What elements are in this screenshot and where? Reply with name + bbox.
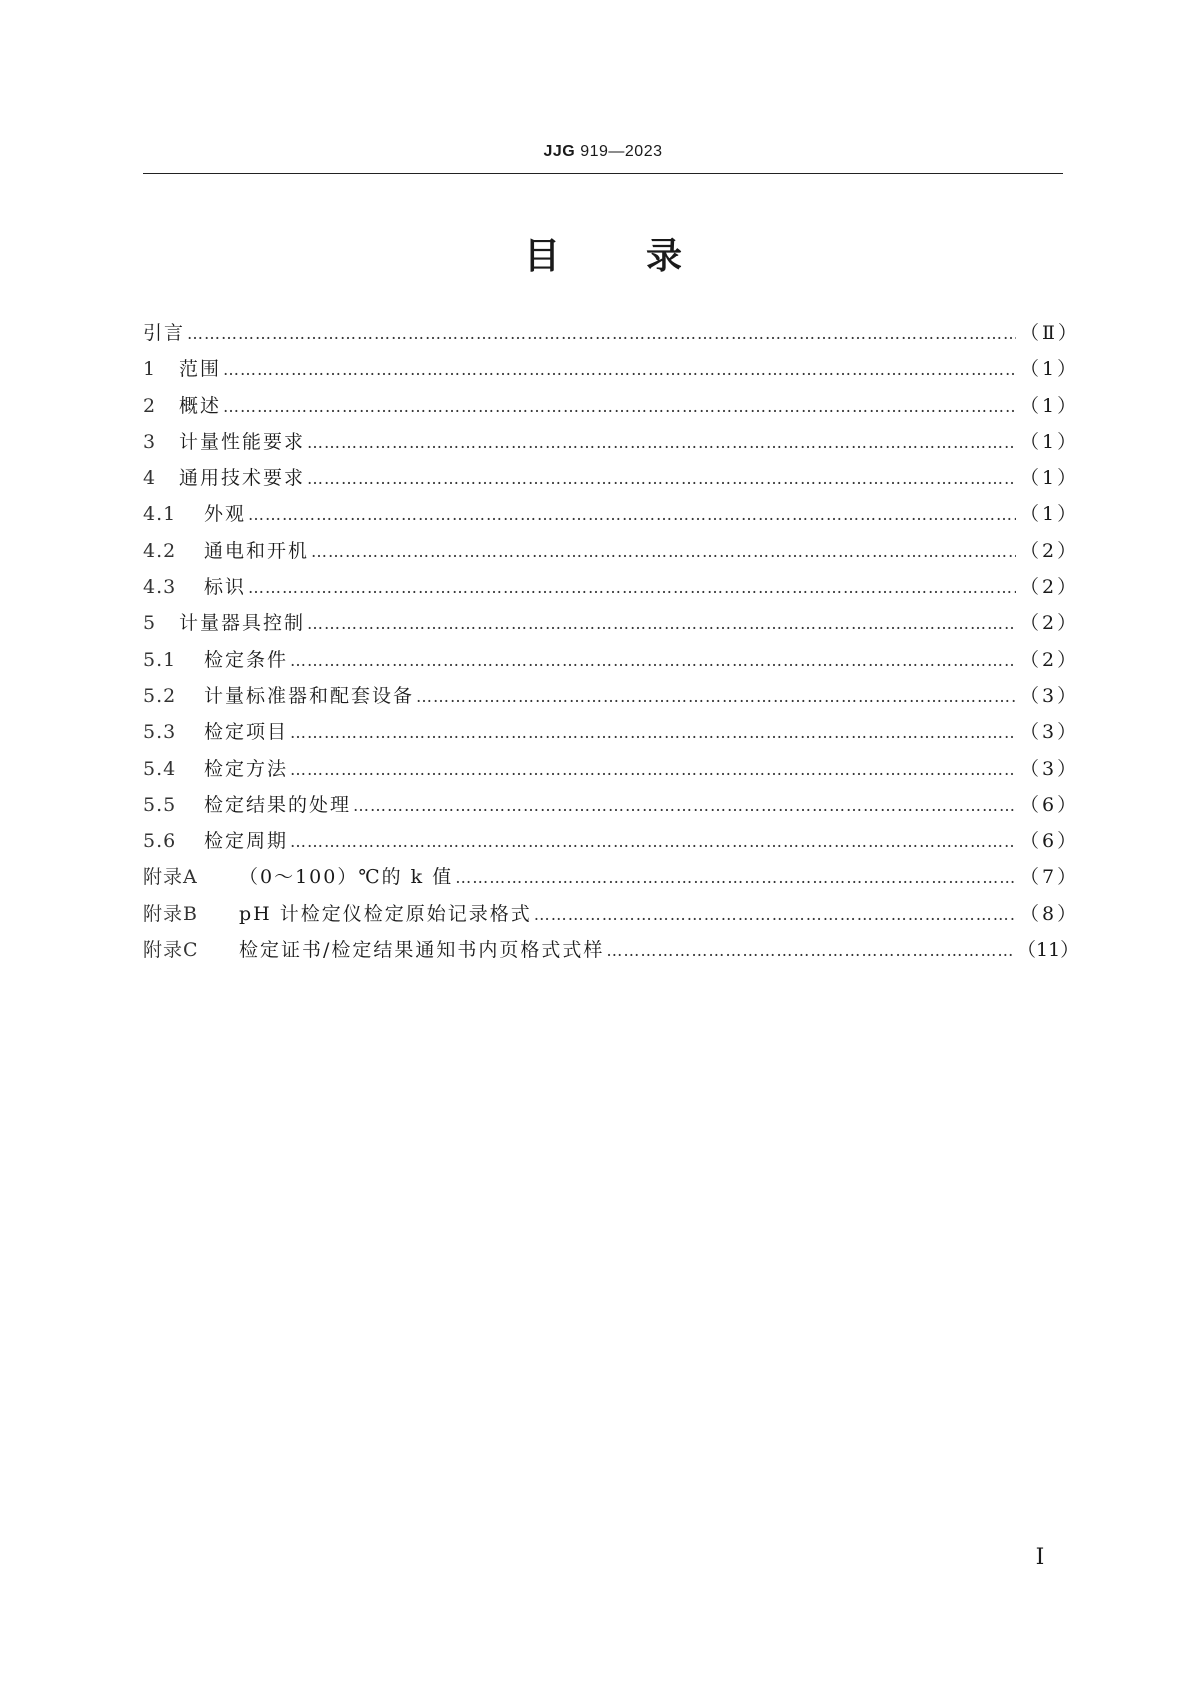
toc-number: 4.1 [143,503,177,526]
toc-label: 检定结果的处理 [204,793,352,816]
toc-label: 计量性能要求 [179,430,306,453]
toc-leader [290,752,1016,788]
table-of-contents [143,315,1080,968]
toc-page: （Ⅱ） [1020,322,1080,344]
toc-entry-2[interactable] [143,388,1080,424]
toc-page: （3） [1020,721,1080,744]
toc-number: 附录A [143,866,198,889]
toc-page: （1） [1020,467,1080,490]
toc-leader [223,352,1016,388]
toc-label: 计量器具控制 [179,612,306,635]
toc-number: 附录C [143,939,199,962]
toc-entry-appendix-c[interactable] [143,932,1080,968]
toc-label: 外观 [204,503,247,526]
toc-number: 5.4 [143,757,177,780]
toc-leader [353,788,1016,824]
title-char-2: 录 [646,236,683,277]
toc-entry-5-5[interactable] [143,787,1080,823]
toc-leader [307,606,1016,642]
toc-leader [248,497,1016,533]
toc-entry-3[interactable] [143,424,1080,460]
running-header [143,143,1063,161]
toc-page: （6） [1020,793,1080,816]
toc-page: （1） [1020,430,1080,453]
toc-label: 检定条件 [204,648,289,671]
toc-page: （2） [1020,539,1080,562]
toc-entry-5-2[interactable] [143,678,1080,714]
toc-entry-1[interactable] [143,351,1080,387]
toc-label: 范围 [179,358,222,381]
toc-page: （2） [1020,648,1080,671]
toc-label: （0～100）℃的 k 值 [239,866,454,889]
toc-leader [248,570,1016,606]
toc-leader [307,425,1016,461]
toc-entry-5-4[interactable] [143,751,1080,787]
toc-leader [187,316,1016,352]
toc-number: 4.3 [143,576,177,599]
toc-page: （2） [1020,576,1080,599]
toc-entry-appendix-a[interactable] [143,859,1080,895]
standard-code-number: 919—2023 [575,143,663,160]
toc-number: 5.6 [143,830,177,853]
toc-label: 通用技术要求 [179,467,306,490]
standard-code-prefix: JJG [543,143,576,160]
toc-entry-4[interactable] [143,460,1080,496]
toc-leader [455,860,1016,896]
toc-number: 4.2 [143,539,177,562]
toc-entry-5[interactable] [143,605,1080,641]
toc-label: 检定证书/检定结果通知书内页格式式样 [239,939,605,962]
toc-leader [534,897,1016,933]
toc-leader [311,534,1016,570]
toc-label: 通电和开机 [204,539,310,562]
toc-number: 3 [143,430,157,453]
toc-label: 引言 [143,322,186,344]
toc-entry-appendix-b[interactable] [143,896,1080,932]
toc-leader [290,715,1016,751]
toc-number: 1 [143,358,157,381]
toc-page: （2） [1020,612,1080,635]
toc-page: （7） [1020,866,1080,889]
toc-number: 5.3 [143,721,177,744]
toc-entry-4-1[interactable] [143,496,1080,532]
toc-number: 附录B [143,902,198,925]
toc-label: 计量标准器和配套设备 [204,684,415,707]
toc-entry-5-6[interactable] [143,823,1080,859]
toc-number: 5.5 [143,793,177,816]
toc-entry-4-3[interactable] [143,569,1080,605]
toc-label: 标识 [204,576,247,599]
toc-page: （8） [1020,902,1080,925]
toc-leader [416,679,1016,715]
toc-leader [307,461,1016,497]
toc-page: （3） [1020,684,1080,707]
toc-number: 2 [143,394,157,417]
page-title [143,228,1063,279]
toc-page: （1） [1020,358,1080,381]
toc-leader [223,389,1016,425]
toc-number: 5.2 [143,684,177,707]
toc-page: （6） [1020,830,1080,853]
toc-leader [606,933,1013,969]
toc-number: 4 [143,467,157,490]
toc-entry-5-3[interactable] [143,714,1080,750]
header-rule [143,173,1063,174]
toc-label: 检定项目 [204,721,289,744]
toc-label: pH 计检定仪检定原始记录格式 [239,902,532,925]
toc-page: （1） [1020,394,1080,417]
toc-entry-5-1[interactable] [143,642,1080,678]
toc-number: 5 [143,612,157,635]
toc-page: （11） [1017,939,1080,962]
toc-page: （3） [1020,757,1080,780]
toc-entry-4-2[interactable] [143,533,1080,569]
toc-number: 5.1 [143,648,177,671]
toc-label: 检定周期 [204,830,289,853]
title-char-1: 目 [523,236,560,277]
toc-page: （1） [1020,503,1080,526]
toc-label: 概述 [179,394,222,417]
toc-label: 检定方法 [204,757,289,780]
toc-entry-intro[interactable] [143,315,1080,351]
page-number: Ⅰ [1035,1545,1045,1570]
toc-leader [290,643,1016,679]
toc-leader [290,824,1016,860]
